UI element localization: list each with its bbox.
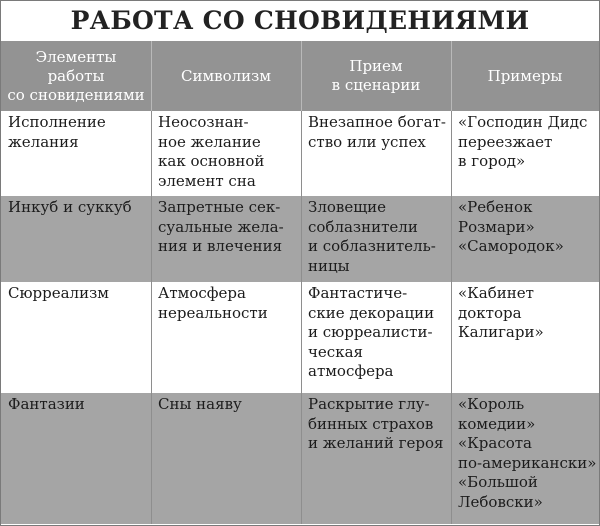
cell-symbolism: Атмосфера нереальности bbox=[158, 284, 268, 322]
cell-symbolism: Запретные сек- суальные жела- ния и влечения bbox=[158, 198, 284, 255]
header-column-divider bbox=[301, 41, 302, 111]
cell-examples: «Король комедии» «Красота по-американски» «Большой Лебовски» bbox=[458, 395, 597, 511]
column-divider bbox=[451, 111, 452, 524]
table-row bbox=[1, 196, 599, 282]
table-row bbox=[1, 393, 599, 524]
column-header-elements: Элементы работы со сновидениями bbox=[7, 47, 145, 104]
header-column-divider bbox=[151, 41, 152, 111]
column-header-examples: Примеры bbox=[487, 66, 563, 85]
cell-element: Сюрреализм bbox=[8, 284, 109, 302]
cell-examples: «Ребенок Розмари» «Самородок» bbox=[458, 198, 564, 255]
cell-element: Инкуб и суккуб bbox=[8, 198, 132, 216]
table-row bbox=[1, 282, 599, 393]
header-column-divider bbox=[451, 41, 452, 111]
cell-technique: Раскрытие глу- бинных страхов и желаний героя bbox=[308, 395, 444, 452]
column-divider bbox=[151, 111, 152, 524]
column-header-technique: Прием в сценарии bbox=[331, 57, 421, 94]
column-header-symbolism: Символизм bbox=[181, 66, 271, 85]
cell-element: Исполнение желания bbox=[8, 113, 106, 151]
cell-element: Фантазии bbox=[8, 395, 85, 413]
cell-examples: «Господин Дидс переезжает в город» bbox=[458, 113, 588, 170]
cell-examples: «Кабинет доктора Калигари» bbox=[458, 284, 544, 341]
table-title: РАБОТА СО СНОВИДЕНИЯМИ bbox=[1, 1, 599, 41]
table-row bbox=[1, 111, 599, 196]
cell-symbolism: Неосознан- ное желание как основной элемент сна bbox=[158, 113, 265, 190]
cell-technique: Фантастиче- ские декорации и сюрреалисти- ческая атмосфера bbox=[308, 284, 435, 380]
table-header-row bbox=[1, 41, 599, 111]
cell-technique: Зловещие соблазнители и соблазнитель- ницы bbox=[308, 198, 436, 275]
cell-technique: Внезапное богат- ство или успех bbox=[308, 113, 446, 151]
column-divider bbox=[301, 111, 302, 524]
cell-symbolism: Сны наяву bbox=[158, 395, 242, 413]
